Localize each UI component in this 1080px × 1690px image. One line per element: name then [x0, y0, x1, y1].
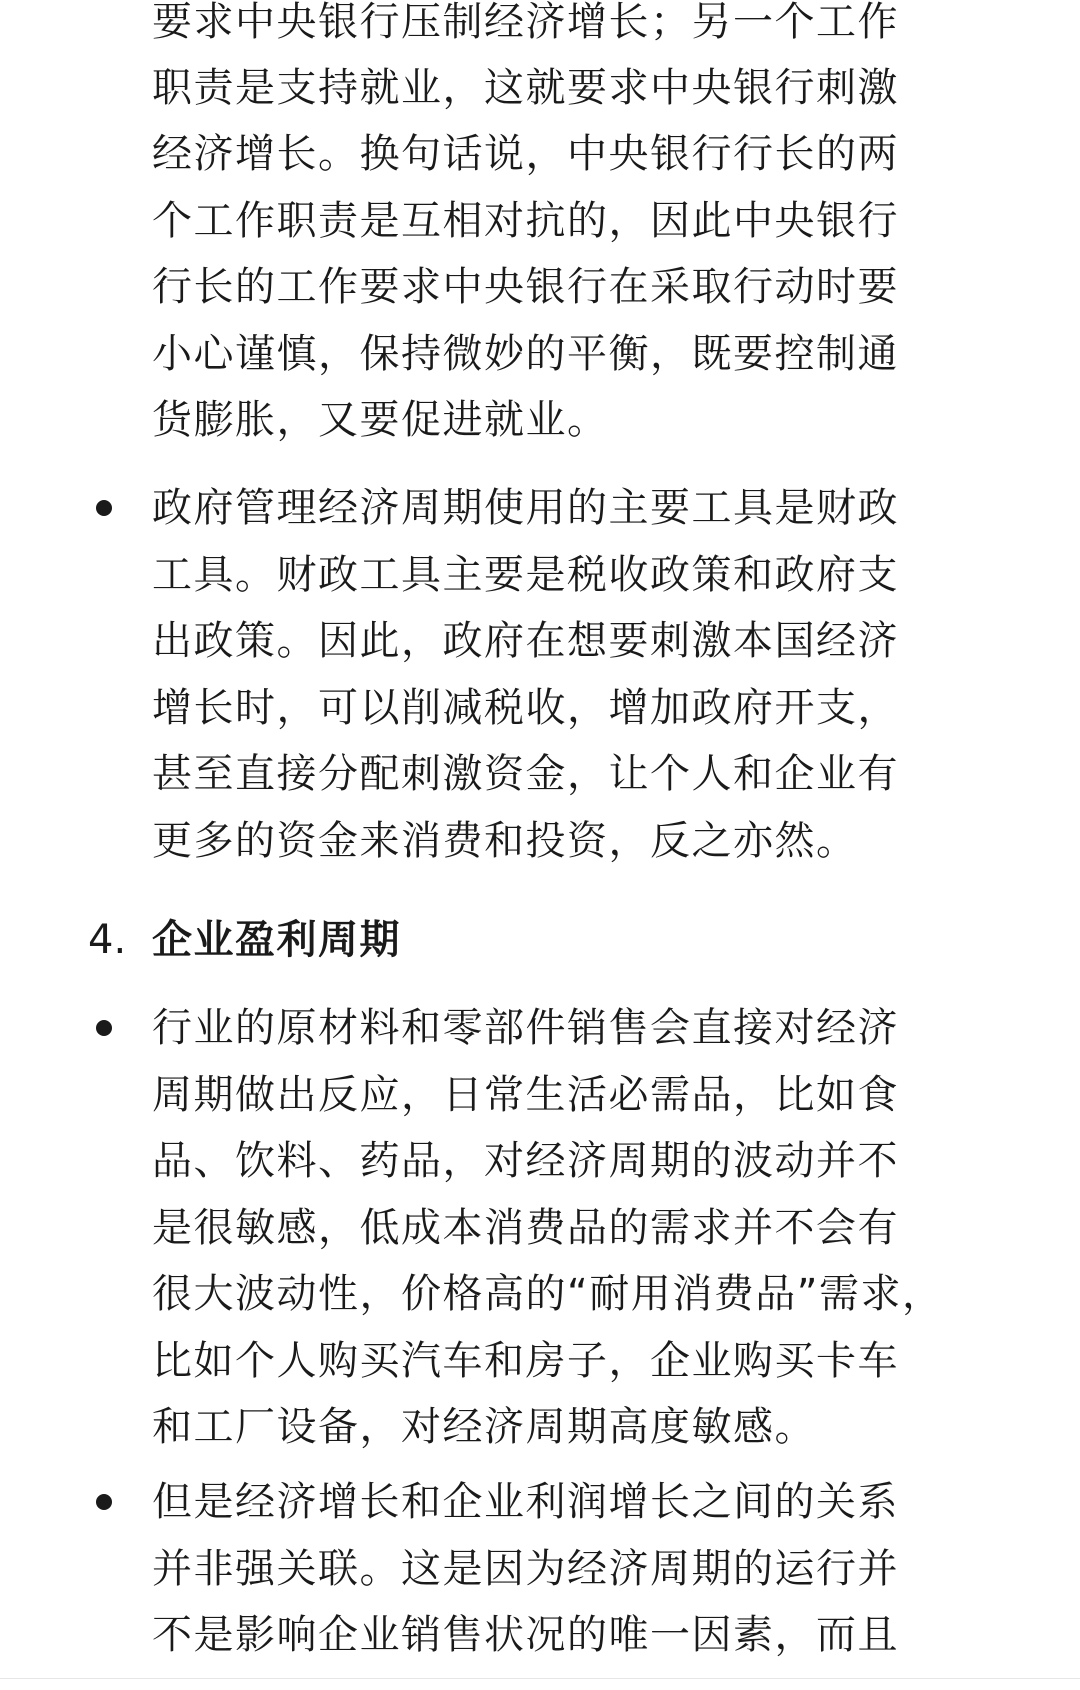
text-line: 是很敏感，低成本消费品的需求并不会有 [152, 1205, 899, 1251]
text-line: 要求中央银行压制经济增长；另一个工作 [152, 0, 899, 45]
text-line: 品、饮料、药品，对经济周期的波动并不 [152, 1138, 899, 1184]
text-line: 周期做出反应，日常生活必需品，比如食 [152, 1072, 899, 1118]
text-line: 比如个人购买汽车和房子，企业购买卡车 [152, 1338, 899, 1384]
text-line: 很大波动性，价格高的“耐用消费品”需求， [152, 1271, 944, 1317]
text-line: 更多的资金来消费和投资，反之亦然。 [152, 818, 858, 864]
text-line: 不是影响企业销售状况的唯一因素，而且 [152, 1612, 899, 1658]
text-line: 并非强关联。这是因为经济周期的运行并 [152, 1546, 899, 1592]
text-line: 行业的原材料和零部件销售会直接对经济 [152, 1005, 899, 1051]
section-title: 企业盈利周期 [152, 917, 401, 963]
text-line: 增长时，可以削减税收，增加政府开支， [152, 685, 899, 731]
list-number: 4. [88, 917, 127, 963]
bottom-divider [0, 1678, 1080, 1679]
bullet-icon [96, 1494, 112, 1510]
text-line: 但是经济增长和企业利润增长之间的关系 [152, 1479, 899, 1525]
text-line: 行长的工作要求中央银行在采取行动时要 [152, 264, 899, 310]
text-line: 职责是支持就业，这就要求中央银行刺激 [152, 65, 899, 111]
text-line: 经济增长。换句话说，中央银行行长的两 [152, 131, 899, 177]
text-line: 小心谨慎，保持微妙的平衡，既要控制通 [152, 331, 899, 377]
text-line: 工具。财政工具主要是税收政策和政府支 [152, 552, 899, 598]
text-line: 个工作职责是互相对抗的，因此中央银行 [152, 198, 899, 244]
text-line: 甚至直接分配刺激资金，让个人和企业有 [152, 751, 899, 797]
text-line: 出政策。因此，政府在想要刺激本国经济 [152, 618, 899, 664]
text-line: 和工厂设备，对经济周期高度敏感。 [152, 1404, 816, 1450]
text-line: 政府管理经济周期使用的主要工具是财政 [152, 485, 899, 531]
bullet-icon [96, 500, 112, 516]
text-line: 货膨胀，又要促进就业。 [152, 397, 609, 443]
bullet-icon [96, 1020, 112, 1036]
